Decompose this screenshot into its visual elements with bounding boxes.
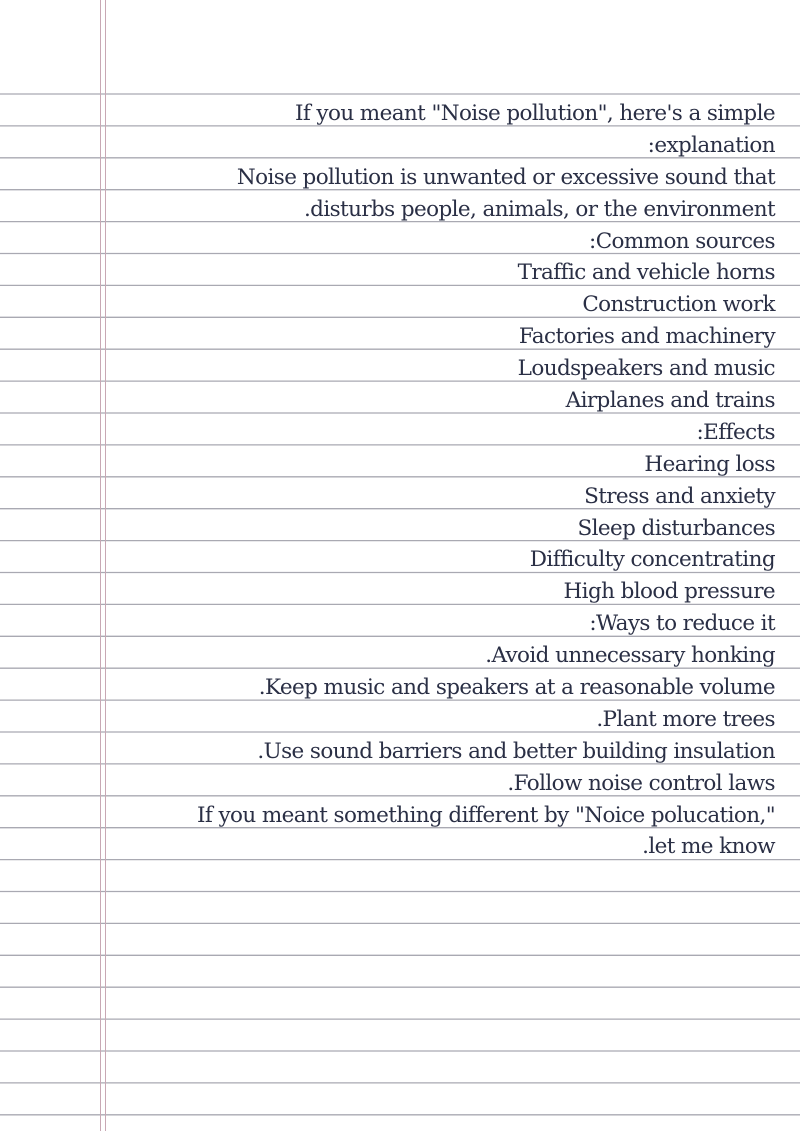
text-line: Noise pollution is unwanted or excessive sound that [236,164,775,190]
text-line: Factories and machinery [518,324,775,350]
text-line: If you meant "Noise pollution", here's a simple [294,101,775,126]
text-line: Sleep disturbances [577,515,775,541]
text-line: Difficulty concentrating [529,547,775,573]
text-line: .Avoid unnecessary honking [485,643,775,669]
text-line: .Use sound barriers and better building insulation [257,738,775,764]
text-line: :Common sources [589,228,775,254]
text-line: .Plant more trees [596,706,775,732]
text-line: Airplanes and trains [565,388,775,414]
text-line: .Keep music and speakers at a reasonable volume [258,675,775,701]
text-line: .Follow noise control laws [507,770,775,796]
text-line: :Effects [696,419,775,445]
text-line: If you meant something different by "Noice polucation," [197,802,775,828]
handwritten-text [75,98,775,863]
text-line: .disturbs people, animals, or the environment [303,196,775,222]
text-line: High blood pressure [563,579,775,605]
text-line: Hearing loss [644,451,775,477]
text-line: Traffic and vehicle horns [517,260,775,286]
text-line: Stress and anxiety [584,483,775,509]
text-line: .let me know [642,834,775,860]
text-line: Construction work [582,292,775,318]
text-line: :Ways to reduce it [589,611,775,637]
text-line: :explanation [647,132,775,158]
text-line: Loudspeakers and music [517,356,775,382]
